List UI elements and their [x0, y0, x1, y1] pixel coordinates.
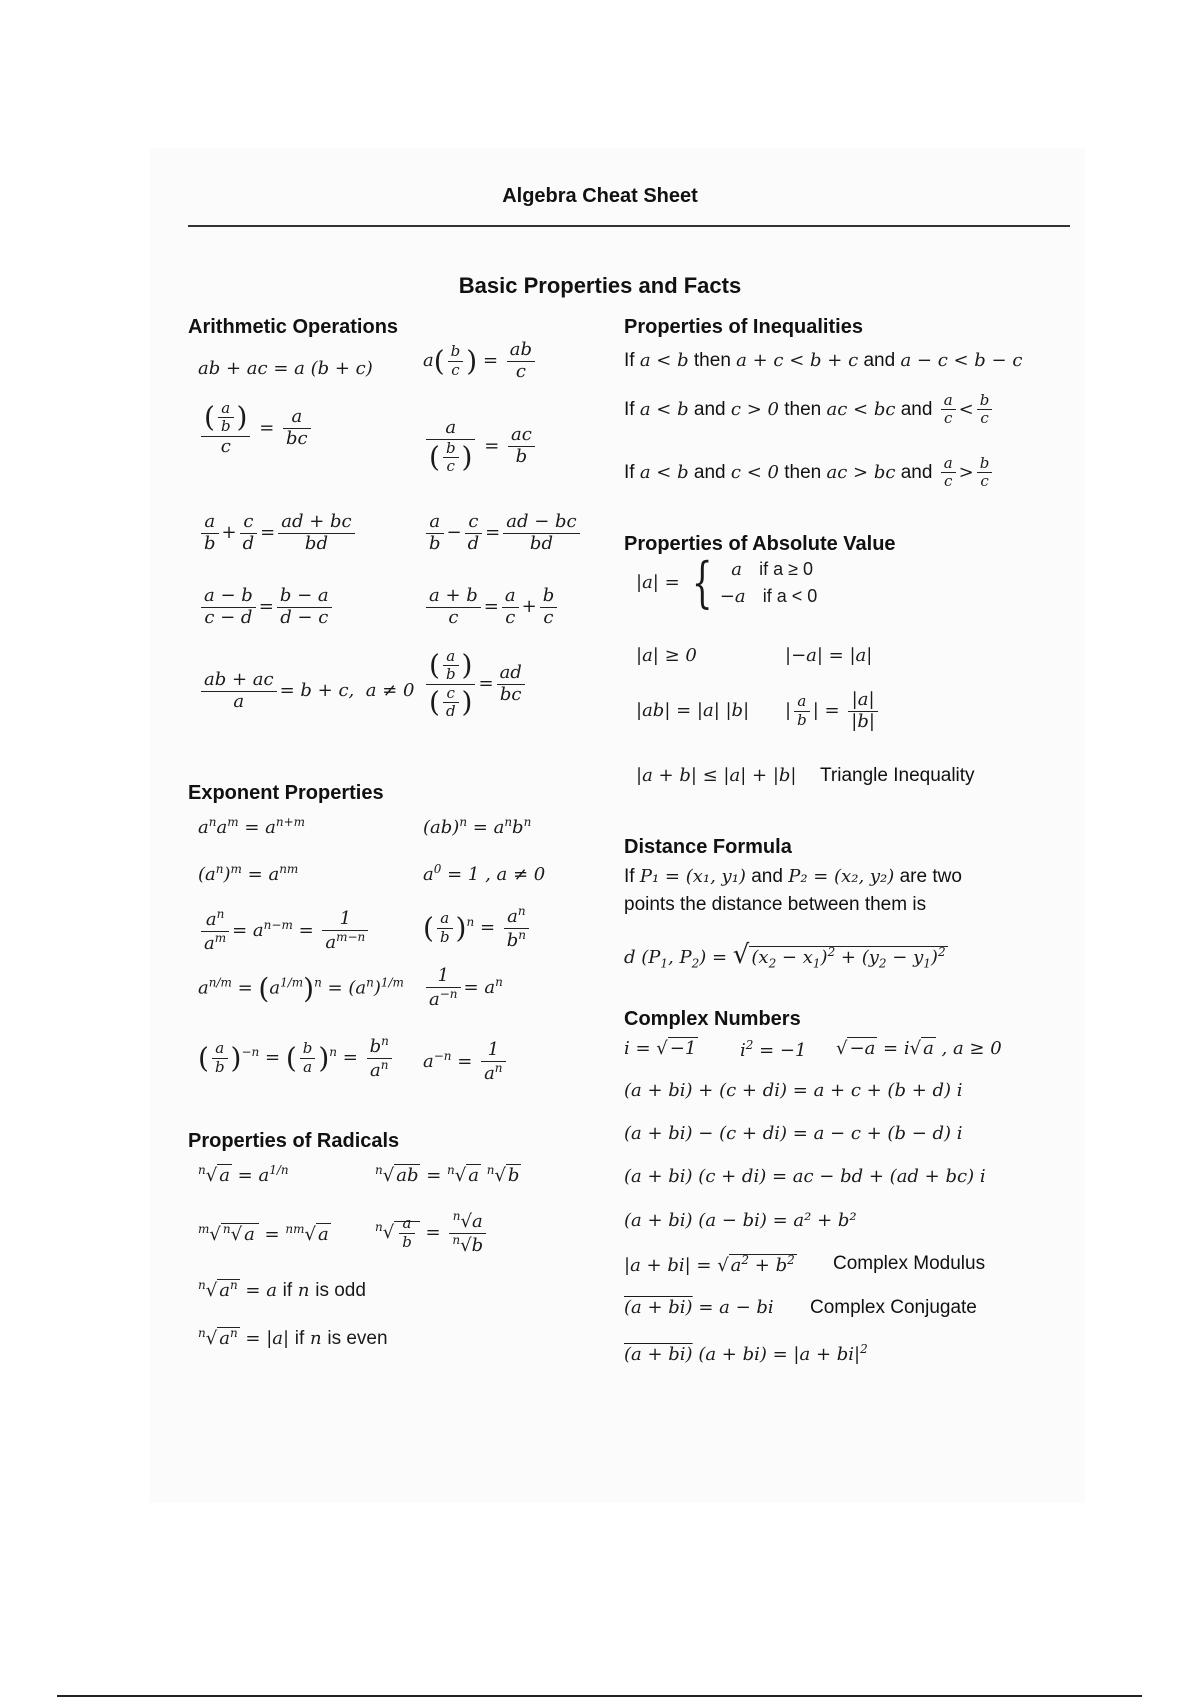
formula-complex-sum: (a + bi) + (c + di) = a + c + (b + d) i [624, 1080, 963, 1101]
header-rule [188, 225, 1070, 227]
radical-if-text-2: if [294, 1328, 305, 1349]
formula-exp-fraction-power: ( $\frac{a}{b}$ )$^n$ = $\frac{a^n}{b^n}$ [423, 905, 532, 951]
formula-factor-cancel: $\frac{ab + ac}{a}$ = b + c, a ≠ 0 [198, 670, 414, 712]
formula-i-squared: $i^2 = -1$ [740, 1038, 807, 1061]
formula-abs-definition: |a| = { a if a ≥ 0 −a if a < 0 [636, 551, 818, 615]
formula-exp-product: $a^na^m = a^{n+m}$ [198, 815, 306, 838]
ineq2-math3: ac < bc [826, 398, 896, 420]
section-complex: Complex Numbers [624, 1008, 801, 1030]
ineq3-math3: ac > bc [826, 461, 896, 483]
formula-negation-swap: $\frac{a - b}{c - d}$ = $\frac{b - a}{d - c}$ [198, 586, 335, 628]
distance-text-line-1 [624, 866, 962, 888]
formula-exp-zero: $a^0 = 1$ , a ≠ 0 [423, 862, 546, 885]
footer-rule [57, 1695, 1142, 1697]
radical-even-text: is even [327, 1328, 388, 1349]
ineq2-and: and [693, 398, 726, 420]
ineq3-then: then [784, 461, 822, 483]
formula-fraction-over-c: ( $\frac{a}{b}$ ) c = $\frac{a}{bc}$ [198, 400, 314, 457]
formula-i-def: i = √ −1 [624, 1038, 697, 1059]
formula-abs-quotient: | $\frac{a}{b}$ | = $\frac{|a|}{|b|}$ [785, 690, 881, 732]
formula-exp-quotient: $\frac{a^n}{a^m}$ = $a^{n-m}$ = $\frac{1}{a^{m-n}}$ [198, 908, 371, 954]
ineq1-math1: a < b [639, 350, 689, 371]
radical-if-text: if [282, 1280, 293, 1301]
formula-triangle-inequality: |a + b| ≤ |a| + |b| [636, 765, 797, 786]
formula-fraction-diff: $\frac{a}{b}$ − $\frac{c}{d}$ = $\frac{ad - bc}{bd}$ [423, 512, 583, 554]
formula-conj-times-self: (a + bi) $(a + bi) = |a + bi|^2$ [624, 1342, 868, 1365]
ineq3-frac: $\frac{a}{c}$ > $\frac{b}{c}$ [938, 462, 996, 483]
distance-p1: P₁ = (x₁, y₁) [639, 866, 746, 887]
formula-radical-def: $^n$√ $a = a^{1/n}$ [198, 1163, 289, 1186]
section-absolute: Properties of Absolute Value [624, 533, 896, 555]
triangle-inequality-label: Triangle Inequality [820, 765, 975, 786]
formula-complex-conjugate: (a + bi) = a − bi [624, 1297, 774, 1318]
distance-text-line-2: points the distance between them is [624, 894, 927, 915]
formula-exp-power-of-product: $(ab)^n = a^nb^n$ [423, 815, 532, 838]
distance-p2: P₂ = (x₂, y₂) [788, 866, 895, 887]
main-title: Basic Properties and Facts [458, 273, 742, 298]
formula-complex-conj-product: (a + bi) (a − bi) = a² + b² [624, 1210, 857, 1231]
formula-complex-diff: (a + bi) − (c + di) = a − c + (b − d) i [624, 1123, 963, 1144]
ineq3-and-2: and [900, 461, 933, 483]
ineq3-if: If [624, 461, 635, 483]
formula-abs-product: |ab| = |a| |b| [636, 700, 750, 721]
ineq1-if: If [624, 350, 635, 371]
formula-exp-power-of-power: $(a^n)^m = a^{nm}$ [198, 862, 299, 885]
formula-radical-nested: $^m$√ $^n$√ a = $^{nm}$√ a [198, 1222, 329, 1245]
ineq1-and: and [863, 350, 896, 371]
formula-exp-neg-fraction: ( $\frac{a}{b}$ )$^{-n}$ = ( $\frac{b}{a}$ )$^n$ = $\frac{b^n}{a^n}$ [198, 1035, 395, 1081]
formula-complex-product: (a + bi) (c + di) = ac − bd + (ad + bc) i [624, 1166, 986, 1187]
section-inequalities: Properties of Inequalities [624, 316, 863, 338]
complex-modulus-label: Complex Modulus [833, 1253, 986, 1274]
ineq1-then: then [693, 350, 731, 371]
formula-sqrt-negative: √ −a = i√ a , a ≥ 0 [836, 1038, 1002, 1059]
ineq2-frac: $\frac{a}{c}$ < $\frac{b}{c}$ [938, 399, 996, 420]
ineq1-math3: a − c < b − c [900, 350, 1023, 371]
ineq2-math2: c > 0 [730, 398, 779, 420]
formula-distance: d ($P_1$, $P_2$) = √ $(x_2 - x_1)^2 + (y_2 - y_1)^2$ [624, 940, 946, 971]
formula-radical-even: $^n$√ $a^n = |a|$ if n is even [198, 1326, 388, 1349]
distance-if: If [624, 866, 635, 887]
formula-radical-quotient: $^n$√ $\frac{a}{b}$ = $\frac{^n√a}{^n√b}$ [375, 1210, 489, 1256]
formula-radical-product: $^n$√ ab = $^n$√ a $^n$√ b [375, 1163, 520, 1186]
formula-fraction-sum: $\frac{a}{b}$ + $\frac{c}{d}$ = $\frac{ad + bc}{bd}$ [198, 512, 358, 554]
formula-abs-neg: |−a| = |a| [785, 645, 873, 666]
inequality-line-1 [624, 350, 1022, 372]
formula-exp-neg-reciprocal: $\frac{1}{a^{-n}}$ = $a^n$ [423, 966, 503, 1010]
ineq2-if: If [624, 398, 635, 420]
ineq3-math2: c < 0 [730, 461, 779, 483]
formula-a-times-fraction: a( $\frac{b}{c}$ ) = $\frac{ab}{c}$ [423, 340, 538, 382]
inequality-line-2 [624, 392, 995, 428]
ineq2-then: then [784, 398, 822, 420]
section-exponents: Exponent Properties [188, 782, 384, 804]
formula-split-fraction: $\frac{a + b}{c}$ = $\frac{a}{c}$ + $\frac{b}{c}$ [423, 586, 560, 628]
section-arithmetic: Arithmetic Operations [188, 316, 399, 338]
abs-case2-cond: if a < 0 [762, 586, 818, 607]
formula-radical-odd: $^n$√ $a^n = a$ if n is odd [198, 1278, 366, 1301]
abs-case1-cond: if a ≥ 0 [759, 559, 813, 579]
ineq3-math1: a < b [639, 461, 689, 483]
ineq2-math1: a < b [639, 398, 689, 420]
formula-abs-nonneg: |a| ≥ 0 [636, 645, 697, 666]
inequality-line-3 [624, 455, 995, 491]
page-header-title: Algebra Cheat Sheet [502, 185, 698, 207]
distance-are-two: are two [899, 866, 962, 887]
ineq1-math2: a + c < b + c [736, 350, 859, 371]
section-radicals: Properties of Radicals [188, 1130, 400, 1152]
formula-complex-modulus: |a + bi| = √ $a^2 + b^2$ [624, 1253, 795, 1276]
formula-exp-rational: $a^{n/m} = (a^{1/m})^n = (a^n)^{1/m}$ [198, 972, 404, 1005]
radical-odd-text: is odd [315, 1280, 366, 1301]
complex-conjugate-label: Complex Conjugate [810, 1297, 977, 1318]
ineq3-and: and [693, 461, 726, 483]
ineq2-and-2: and [900, 398, 933, 420]
formula-a-over-fraction: a ( $\frac{b}{c}$ ) = $\frac{ac}{b}$ [423, 418, 538, 475]
formula-complex-fraction: ( $\frac{a}{b}$ ) ( $\frac{c}{d}$ ) = $\frac{ad}{bc}$ [423, 648, 528, 720]
formula-exp-negative: $a^{-n}$ = $\frac{1}{a^n}$ [423, 1040, 509, 1084]
formula-distributive: ab + ac = a (b + c) [198, 358, 373, 379]
distance-and: and [751, 866, 783, 887]
section-distance: Distance Formula [624, 836, 792, 858]
